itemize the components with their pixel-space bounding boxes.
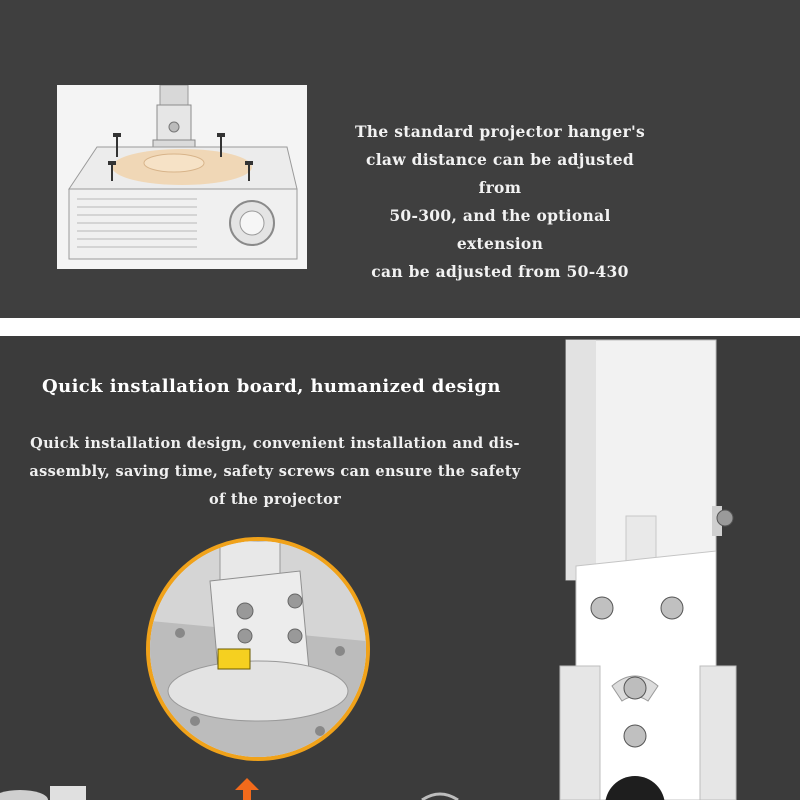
section-divider bbox=[0, 318, 800, 336]
section-description bbox=[20, 430, 530, 514]
caption-line: 50-300, and the optional extension bbox=[389, 206, 611, 253]
mount-closeup bbox=[146, 537, 370, 761]
projector-illustration-svg bbox=[57, 85, 307, 269]
section-heading: Quick installation board, humanized design bbox=[42, 376, 501, 397]
mount-closeup-svg bbox=[150, 541, 366, 757]
caption-line: claw distance can be adjusted from bbox=[365, 150, 634, 197]
description-line: of the projector bbox=[208, 491, 342, 508]
ceiling-mount-photo bbox=[540, 336, 800, 800]
hanger-caption bbox=[350, 118, 650, 286]
projector-illustration bbox=[57, 85, 307, 269]
caption-line: can be adjusted from 50-430 bbox=[371, 262, 629, 281]
caption-line: The standard projector hanger's bbox=[354, 122, 646, 141]
mount-fragment bbox=[0, 780, 100, 800]
description-line: assembly, saving time, safety screws can ensure the safety bbox=[29, 463, 521, 480]
description-line: Quick installation design, convenient installation and dis- bbox=[30, 435, 520, 452]
mount-fragment bbox=[420, 790, 460, 800]
up-arrow-icon bbox=[235, 778, 259, 800]
